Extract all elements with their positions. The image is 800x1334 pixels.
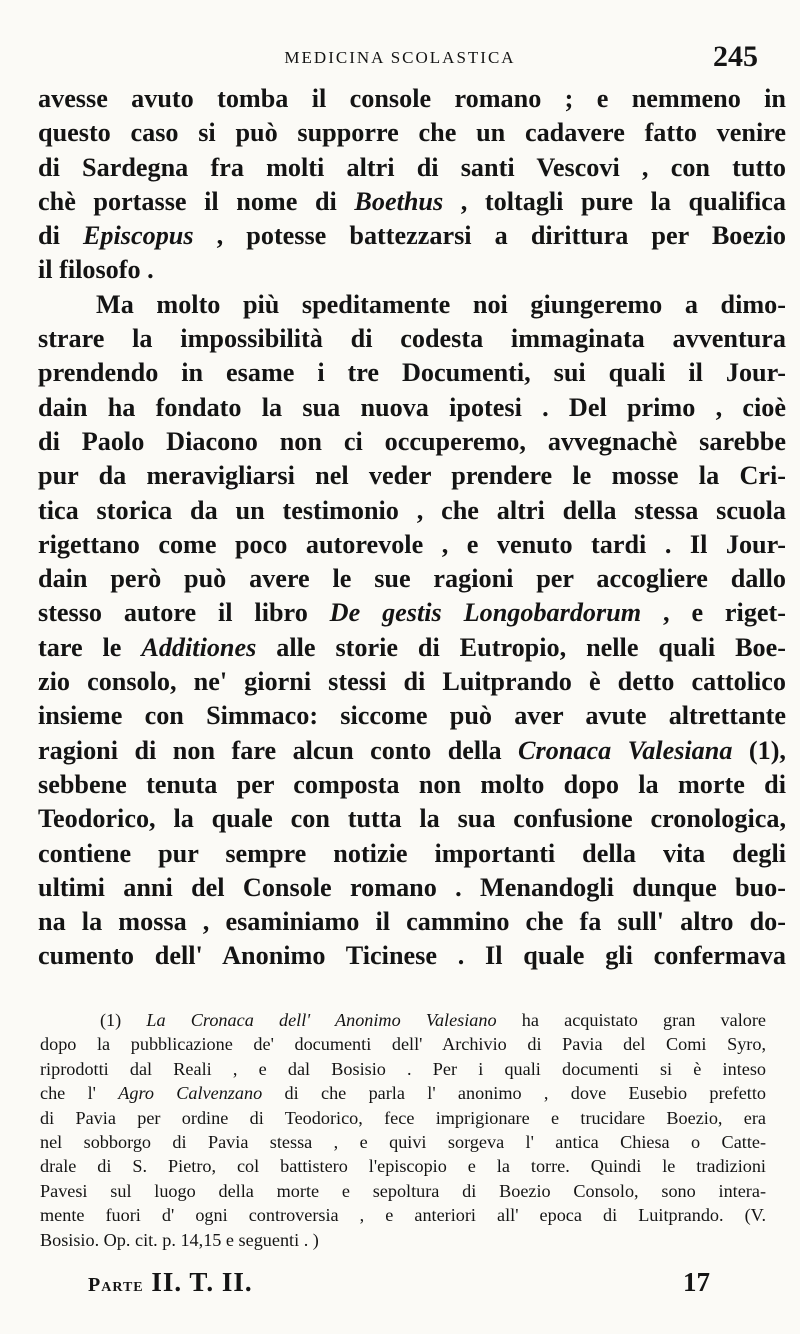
body-line: na la mossa , esaminiamo il cammino che fa sull' altro do- [38,907,786,937]
footnote-line: di Pavia per ordine di Teodorico, fece imprigionare e trucidare Boezio, era [40,1107,766,1128]
footnote-line: drale di S. Pietro, col battistero l'episcopio e la torre. Quindi le tradizioni [40,1156,766,1177]
italic-text: Cronaca Valesiana [518,735,733,765]
body-line: dain però può avere le sue ragioni per accogliere dallo [38,564,786,594]
body-line: ragioni di non fare alcun conto della Cronaca Valesiana (1), [38,735,786,765]
body-line: di Episcopus , potesse battezzarsi a dirittura per Boezio [38,221,786,251]
page-footer [80,1267,710,1301]
footnote-line: mente fuori d' ogni controversia , e anteriori all' epoca di Luitprando. (V. [40,1205,766,1226]
gathering-number: 17 [683,1267,710,1297]
italic-text: Boethus [354,186,444,216]
body-line: rigettano come poco autorevole , e venuto tardi . Il Jour- [38,529,786,559]
footnote-line: (1) La Cronaca dell' Anonimo Valesiano ha acquistato gran valore [100,1010,766,1030]
body-line: avesse avuto tomba il console romano ; e nemmeno in [38,84,786,113]
footnote-line: che l' Agro Calvenzano di che parla l' anonimo , dove Eusebio prefetto [40,1083,766,1104]
italic-text: Agro Calvenzano [118,1083,263,1104]
italic-text: La Cronaca dell' Anonimo Valesiano [146,1010,497,1030]
italic-text: De gestis Longobardorum [329,598,642,628]
body-line: contiene pur sempre notizie importanti della vita degli [38,838,786,868]
footnote-line: Bosisio. Op. cit. p. 14,15 e seguenti . ) [40,1229,319,1250]
footnotes [40,1008,766,1252]
page-number: 245 [713,40,758,73]
body-text [38,82,786,974]
italic-text: Episcopus [82,221,194,251]
body-line: cumento dell' Anonimo Ticinese . Il quale gli confermava [38,941,786,971]
body-line: zio consolo, ne' giorni stessi di Luitprando è detto cattolico [38,667,786,697]
footnote-line: riprodotti dal Reali , e dal Bosisio . Per i quali documenti si è inteso [40,1058,766,1079]
body-line: Ma molto più speditamente noi giungeremo a dimo- [96,289,786,319]
body-line: di Sardegna fra molti altri di santi Vescovi , con tutto [38,152,786,182]
footnote-line: dopo la pubblicazione de' documenti dell' Archivio di Pavia del Comi Syro, [40,1034,766,1055]
body-line: strare la impossibilità di codesta immaginata avventura [38,324,786,354]
body-line: ultimi anni del Console romano . Menandogli dunque buo- [38,872,786,902]
body-line: chè portasse il nome di Boethus , toltagli pure la qualifica [38,186,786,216]
body-line: insieme con Simmaco: siccome può aver avute altrettante [38,701,786,731]
body-line: stesso autore il libro De gestis Longobardorum , e riget- [38,598,786,628]
body-line: dain ha fondato la sua nuova ipotesi . Del primo , cioè [38,392,786,422]
italic-text: Additiones [141,632,257,662]
running-title: MEDICINA SCOLASTICA [284,48,516,67]
footnote-line: nel sobborgo di Pavia stessa , e quivi sorgeva l' antica Chiesa o Catte- [40,1131,766,1152]
footnote-line: Pavesi sul luogo della morte e sepoltura di Boezio Consolo, sono intera- [40,1180,766,1201]
body-line: tica storica da un testimonio , che altri della stessa scuola [38,495,786,525]
body-line: il filosofo . [38,255,154,285]
body-line: pur da meravigliarsi nel veder prendere le mosse la Cri- [38,461,786,491]
signature-volume: II. T. II. [151,1267,253,1297]
signature-mark [88,1267,253,1298]
body-line: sebbene tenuta per composta non molto dopo la morte di [38,769,786,799]
body-line: questo caso si può supporre che un cadavere fatto venire [38,118,786,148]
body-line: Teodorico, la quale con tutta la sua confusione cronologica, [38,804,786,834]
page-header [40,40,760,84]
body-line: tare le Additiones alle storie di Eutropio, nelle quali Boe- [38,632,786,662]
body-line: prendendo in esame i tre Documenti, sui quali il Jour- [38,358,786,388]
signature-word: Parte [88,1274,144,1296]
body-line: di Paolo Diacono non ci occuperemo, avvegnachè sarebbe [38,426,786,456]
